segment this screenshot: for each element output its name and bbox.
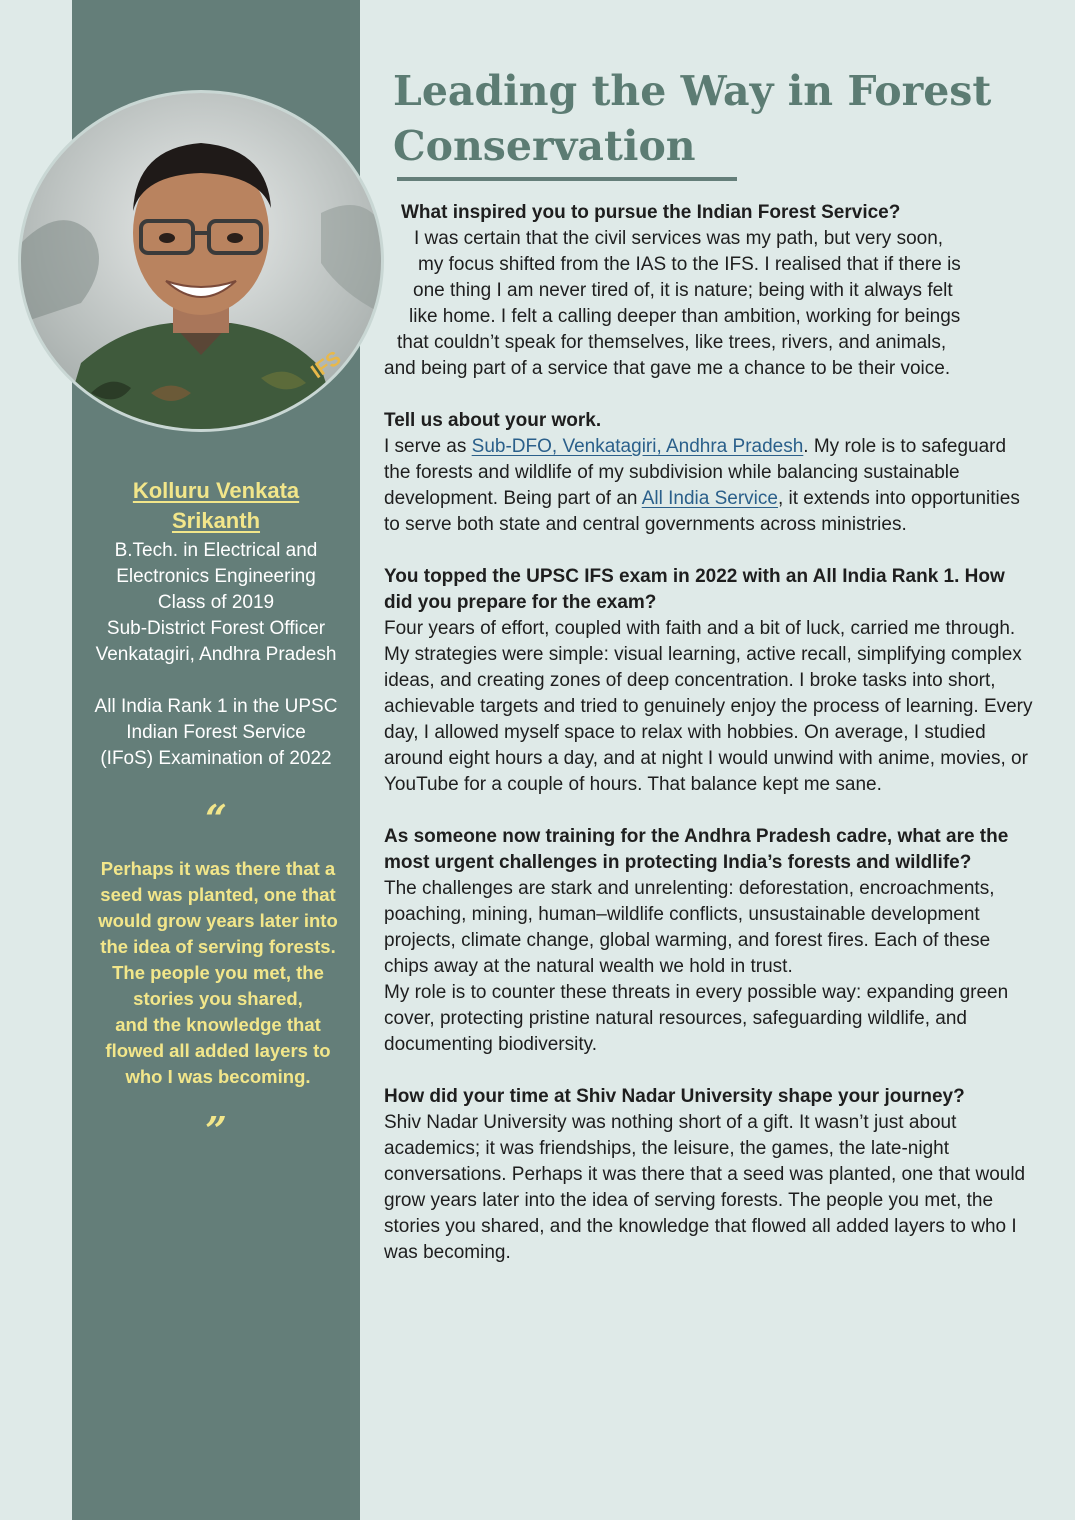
answer-4-continued: My role is to counter these threats in every possible way: expanding green cover, protecting pristine natural resources, safeguarding wildlife, and documenting biodiversity.	[384, 982, 1009, 1055]
pull-quote	[82, 856, 354, 1090]
question-4: As someone now training for the Andhra Pradesh cadre, what are the most urgent challenges in protecting India’s forests and wildlife?	[384, 826, 1009, 873]
question-5: How did your time at Shiv Nadar University shape your journey?	[384, 1086, 965, 1107]
pull-quote-line: The people you met, the	[112, 962, 324, 983]
interview-section-1	[384, 200, 1034, 382]
pull-quote-line: would grow years later into	[98, 910, 338, 931]
profile-photo	[18, 90, 384, 432]
sub-dfo-link[interactable]: Sub-DFO, Venkatagiri, Andhra Pradesh	[471, 436, 804, 457]
interview-section-2	[384, 408, 1034, 538]
question-3: You topped the UPSC IFS exam in 2022 with an All India Rank 1. How did you prepare for the exam?	[384, 566, 1005, 613]
answer-5: Shiv Nadar University was nothing short of a gift. It wasn’t just about academics; it was friendships, the leisure, the games, the late-night conversations. Perhaps it was there that a seed was planted, one that would grow years later into the idea of serving forests. The people you met, the stories you shared, and the knowledge that flowed all added layers to who I was becoming.	[384, 1112, 1026, 1263]
open-quote-icon: “	[205, 796, 227, 841]
achievement-line-1: All India Rank 1 in the UPSC	[94, 696, 338, 717]
degree-line-1: B.Tech. in Electrical and	[114, 540, 318, 561]
pull-quote-line: stories you shared,	[133, 988, 303, 1009]
profile-name: Kolluru Venkata Srikanth	[132, 478, 300, 533]
answer-1-line: one thing I am never tired of, it is nature; being with it always felt	[413, 280, 953, 301]
answer-2-prefix: I serve as	[384, 436, 472, 457]
answer-2-mid: . My role is to safeguard the forests and wildlife of my subdivision while balancing sustainable development. Being part of an	[384, 436, 1007, 509]
pull-quote-line: flowed all added layers to	[105, 1040, 331, 1061]
all-india-service-link[interactable]: All India Service	[641, 488, 778, 509]
achievement-line-3: (IFoS) Examination of 2022	[100, 748, 332, 769]
close-quote-icon: ”	[205, 1108, 227, 1153]
question-1: What inspired you to pursue the Indian Forest Service?	[401, 202, 901, 223]
answer-3: Four years of effort, coupled with faith and a bit of luck, carried me through. My strategies were simple: visual learning, active recall, simplifying complex ideas, and creating zones of deep concentration. I broke tasks into short, achievable targets and tried to genuinely enjoy the process of learning. Every day, I allowed myself space to relax with hobbies. On average, I studied around eight hours a day, and at night I would unwind with anime, movies, or YouTube for a couple of hours. That balance kept me sane.	[384, 618, 1033, 795]
achievement-line-2: Indian Forest Service	[126, 722, 306, 743]
pull-quote-line: seed was planted, one that	[100, 884, 336, 905]
answer-1-line: my focus shifted from the IAS to the IFS. I realised that if there is	[418, 254, 961, 275]
question-2: Tell us about your work.	[384, 410, 602, 431]
pull-quote-line: and the knowledge that	[115, 1014, 321, 1035]
portrait-illustration	[21, 93, 381, 429]
interview-section-5	[384, 1084, 1034, 1266]
answer-1	[384, 226, 1034, 382]
answer-1-line: like home. I felt a calling deeper than ambition, working for beings	[409, 306, 961, 327]
pull-quote-line: Perhaps it was there that a	[100, 858, 336, 879]
degree-line-2: Electronics Engineering	[116, 566, 316, 587]
pull-quote-line: who I was becoming.	[125, 1066, 311, 1087]
answer-1-line: that couldn’t speak for themselves, like trees, rivers, and animals,	[397, 332, 947, 353]
answer-1-line: I was certain that the civil services was my path, but very soon,	[414, 228, 944, 249]
ifs-shoulder-badge: IFS	[307, 347, 346, 384]
answer-2	[384, 434, 1034, 538]
profile-card	[72, 476, 360, 772]
answer-4: The challenges are stark and unrelenting: deforestation, encroachments, poaching, mining, human–wildlife conflicts, unsustainable development projects, climate change, global warming, and forest fires. Each of these chips away at the natural wealth we hold in trust.	[384, 878, 995, 977]
answer-1-line: and being part of a service that gave me a chance to be their voice.	[384, 358, 951, 379]
location: Venkatagiri, Andhra Pradesh	[95, 644, 337, 665]
pull-quote-line: the idea of serving forests.	[100, 936, 336, 957]
interview-section-3	[384, 564, 1034, 798]
interview-section-4	[384, 824, 1034, 1058]
interview-article	[384, 200, 1034, 1292]
answer-2-suffix: , it extends into opportunities to serve both state and central governments across ministries.	[384, 488, 1020, 535]
designation: Sub-District Forest Officer	[106, 618, 326, 639]
class-year: Class of 2019	[157, 592, 275, 613]
page-title: Leading the Way in Forest Conservation	[393, 67, 992, 170]
title-underline	[397, 177, 737, 181]
